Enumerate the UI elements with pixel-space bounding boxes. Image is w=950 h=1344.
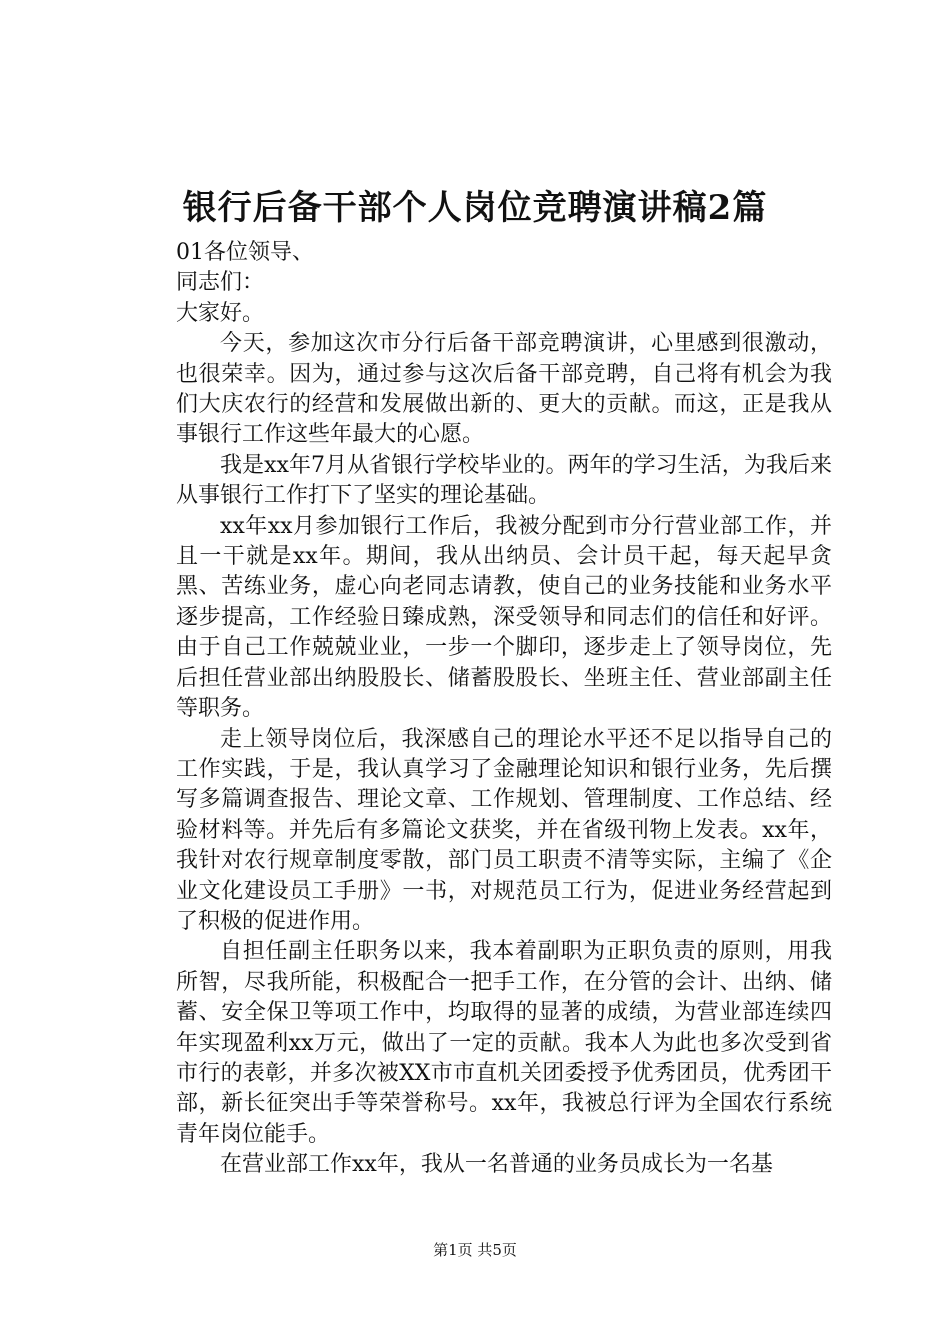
document-body: [176, 238, 832, 1181]
paragraph: 在营业部工作xx年，我从一名普通的业务员成长为一名基: [220, 1152, 773, 1178]
page-footer: 第1页 共5页: [433, 1241, 517, 1259]
paragraph: 走上领导岗位后，我深感自己的理论水平还不足以指导自己的工作实践，于是，我认真学习了金融理论知识和银行业务，先后撰写多篇调查报告、理论文章、工作规划、管理制度、工作总结、经验材料等。并先后有多篇论文获奖，并在省级刊物上发表。xx年，我针对农行规章制度零散，部门员工职责不清等实际，主编了《企业文化建设员工手册》一书，对规范员工行为，促进业务经营起到了积极的促进作用。: [176, 726, 832, 934]
paragraph: 自担任副主任职务以来，我本着副职为正职负责的原则，用我所智，尽我所能，积极配合一把手工作，在分管的会计、出纳、储蓄、安全保卫等项工作中，均取得的显著的成绩，为营业部连续四年实现盈利xx万元，做出了一定的贡献。我本人为此也多次受到省市行的表彰，并多次被XX市市直机关团委授予优秀团员，优秀团干部，新长征突出手等荣誉称号。xx年，我被总行评为全国农行系统青年岗位能手。: [176, 939, 832, 1147]
paragraph: 今天，参加这次市分行后备干部竞聘演讲，心里感到很激动，也很荣幸。因为，通过参与这次后备干部竞聘，自己将有机会为我们大庆农行的经营和发展做出新的、更大的贡献。而这，正是我从事银行工作这些年最大的心愿。: [176, 331, 832, 448]
paragraph: 同志们：: [176, 270, 265, 296]
document-title: 银行后备干部个人岗位竞聘演讲稿2篇: [182, 188, 768, 228]
paragraph: 我是xx年7月从省银行学校毕业的。两年的学习生活，为我后来从事银行工作打下了坚实的理论基础。: [176, 452, 832, 509]
paragraph: 大家好。: [176, 300, 265, 326]
paragraph: 01各位领导、: [176, 240, 314, 265]
paragraph: xx年xx月参加银行工作后，我被分配到市分行营业部工作，并且一干就是xx年。期间，我从出纳员、会计员干起，每天起早贪黑、苦练业务，虚心向老同志请教，使自己的业务技能和业务水平逐步提高，工作经验日臻成熟，深受领导和同志们的信任和好评。由于自己工作兢兢业业，一步一个脚印，逐步走上了领导岗位，先后担任营业部出纳股股长、储蓄股股长、坐班主任、营业部副主任等职务。: [176, 513, 832, 722]
